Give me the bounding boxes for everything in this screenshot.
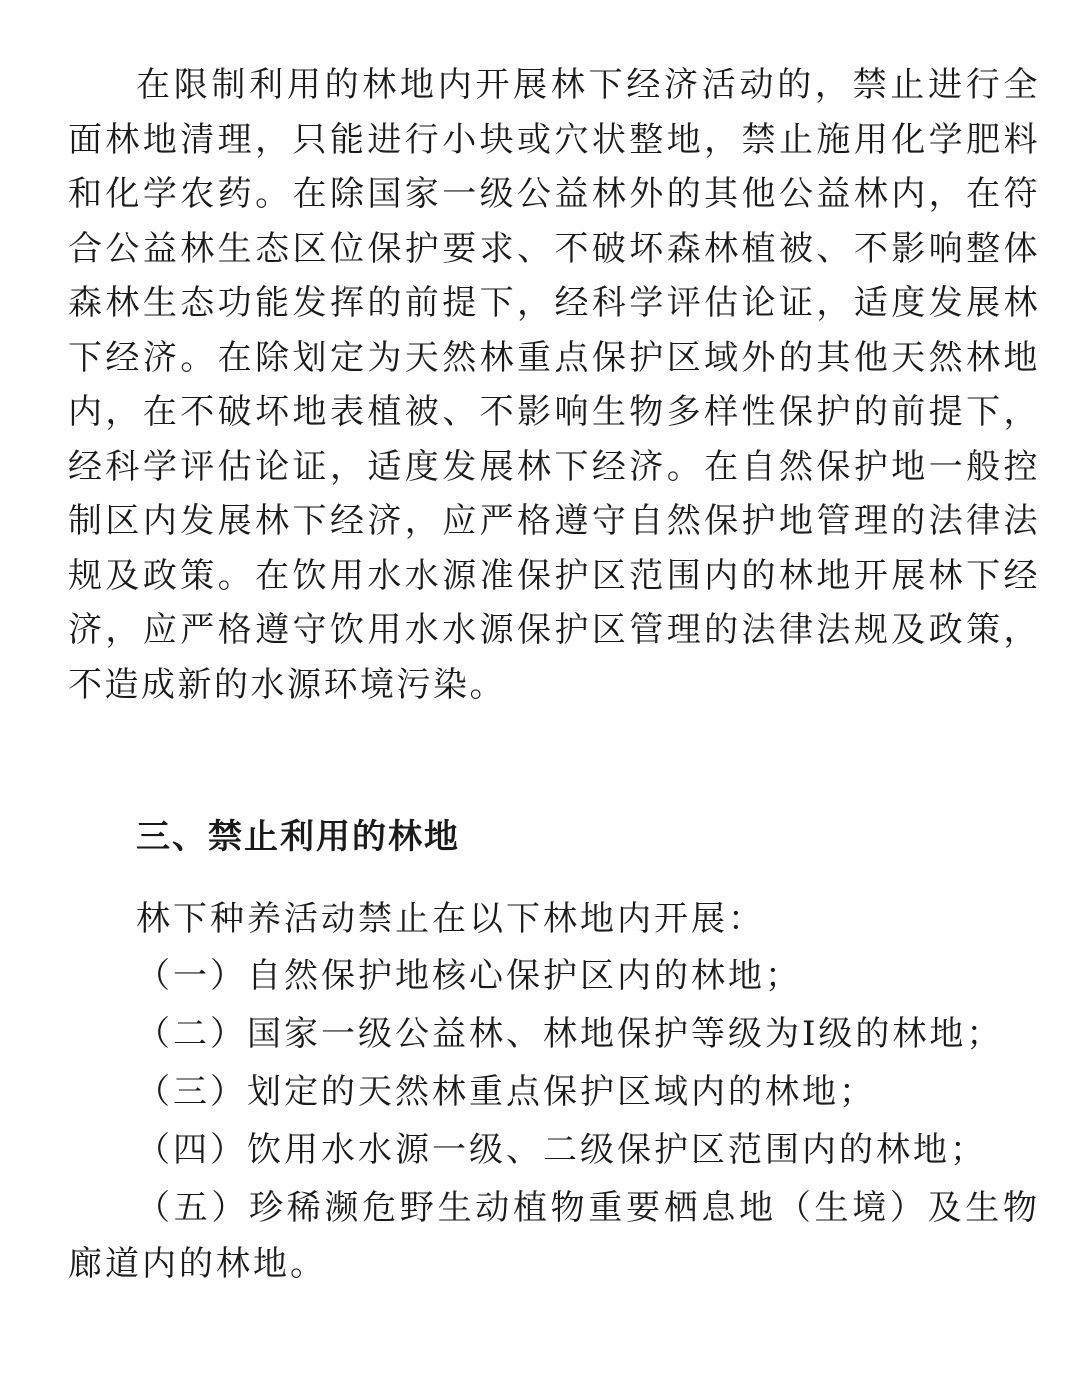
body-paragraph: 在限制利用的林地内开展林下经济活动的，禁止进行全面林地清理，只能进行小块或穴状整地，禁止施用化学肥料和化学农药。在除国家一级公益林外的其他公益林内，在符合公益林生态区位保护要求、不破坏森林植被、不影响整体森林生态功能发挥的前提下，经科学评估论证，适度发展林下经济。在除划定为天然林重点保护区域外的其他天然林地内，在不破坏地表植被、不影响生物多样性保护的前提下，经科学评估论证，适度发展林下经济。在自然保护地一般控制区内发展林下经济，应严格遵守自然保护地管理的法律法规及政策。在饮用水水源准保护区范围内的林地开展林下经济，应严格遵守饮用水水源保护区管理的法律法规及政策，不造成新的水源环境污染。	[68, 65, 1040, 705]
section-heading: 三、禁止利用的林地	[136, 817, 460, 857]
list-item: （三）划定的天然林重点保护区域内的林地；	[136, 1072, 876, 1112]
list-item: （二）国家一级公益林、林地保护等级为Ⅰ级的林地；	[136, 1014, 1004, 1054]
list-item: （五）珍稀濒危野生动植物重要栖息地（生境）及生物廊道内的林地。	[68, 1188, 1040, 1284]
list-item: （一）自然保护地核心保护区内的林地；	[136, 956, 802, 996]
prohibited-list	[68, 948, 1040, 1294]
section-intro: 林下种养活动禁止在以下林地内开展：	[136, 899, 765, 939]
list-item: （四）饮用水水源一级、二级保护区范围内的林地；	[136, 1130, 987, 1170]
